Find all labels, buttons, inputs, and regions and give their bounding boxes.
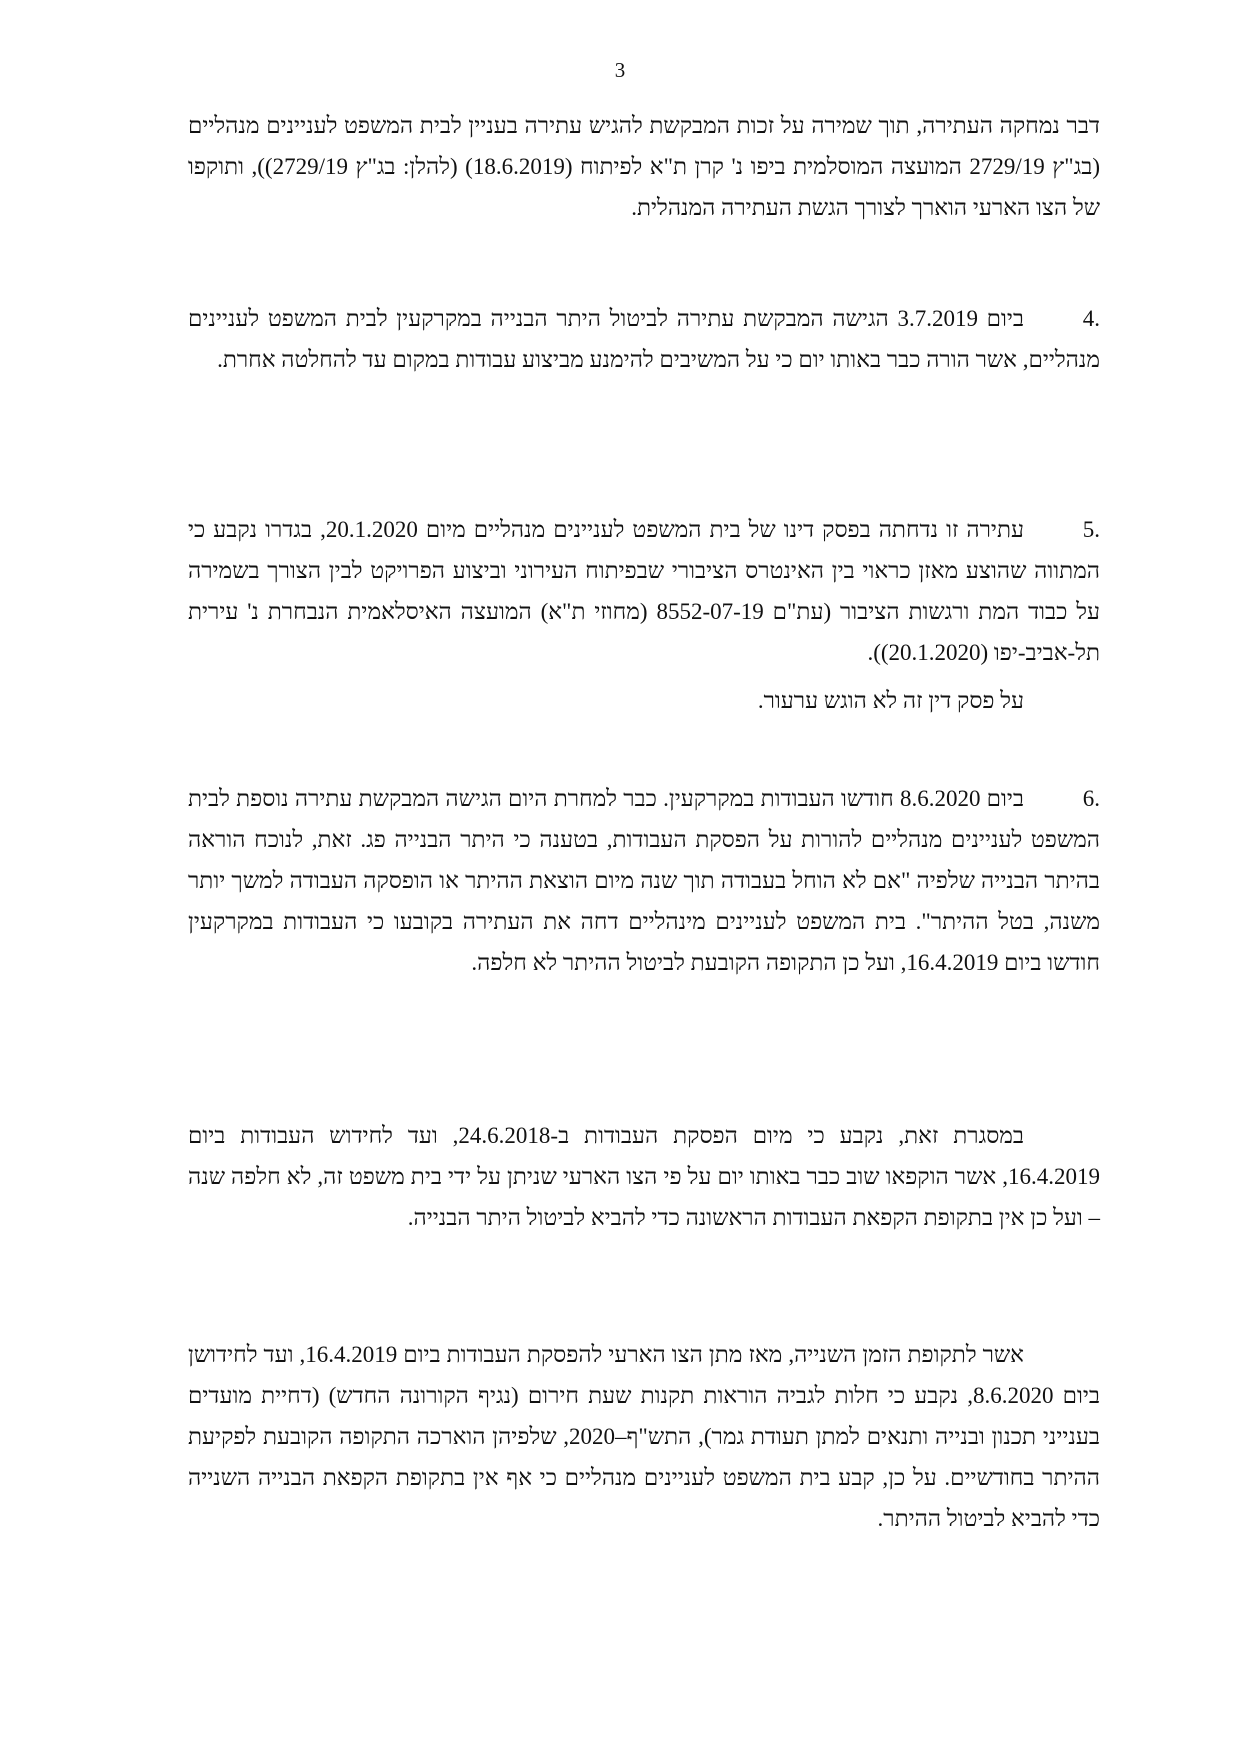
paragraph-number: 6. [1082,786,1100,811]
paragraph-4 [188,298,1100,380]
page-number: 3 [614,58,626,82]
paragraph-text: במסגרת זאת, נקבע כי מיום הפסקת העבודות ב-24.6.2018, ועד לחידוש העבודות ביום 16.4.2019, אשר הוקפאו שוב כבר באותו יום על פי הצו הארעי שניתן על ידי בית משפט זה, לא חלפה שנה – ועל כן אין בתקופת הקפאת העבודות הראשונה כדי להביא לביטול היתר הבנייה. [188,1123,1100,1230]
paragraph-framework [188,1115,1100,1238]
paragraph-5 [188,509,1100,673]
paragraph-text: על פסק דין זה לא הוגש ערעור. [757,688,1024,713]
paragraph-6 [188,778,1100,983]
paragraph-text: עתירה זו נדחתה בפסק דינו של בית המשפט לעניינים מנהליים מיום 20.1.2020, בגדרו נקבע כי המתווה שהוצע מאזן כראוי בין האינטרס הציבורי שבפיתוח העירוני וביצוע הפרויקט לבין הצורך בשמירה על כבוד המת ורגשות הציבור (עת"ם 8552-07-19 (מחוזי ת"א) המועצה האיסלאמית הנבחרת נ' עירית תל-אביב-יפו (20.1.2020)). [188,517,1100,665]
paragraph-continuation [188,105,1100,228]
paragraph-number: 4. [1082,306,1101,331]
paragraph-no-appeal [188,680,1100,721]
paragraph-text: דבר נמחקה העתירה, תוך שמירה על זכות המבקשת להגיש עתירה בעניין לבית המשפט לעניינים מנהליים (בג"ץ 2729/19 המועצה המוסלמית ביפו נ' קרן ת"א לפיתוח (18.6.2019) (להלן: בג"ץ 2729/19)), ותוקפו של הצו הארעי הוארך לצורך הגשת העתירה המנהלית. [188,113,1100,220]
paragraph-text: ביום 8.6.2020 חודשו העבודות במקרקעין. כבר למחרת היום הגישה המבקשת עתירה נוספת לבית המשפט לעניינים מנהליים להורות על הפסקת העבודות, בטענה כי היתר הבנייה פג. זאת, לנוכח הוראה בהיתר הבנייה שלפיה "אם לא הוחל בעבודה תוך שנה מיום הוצאת ההיתר או הופסקה העבודה למשך יותר משנה, בטל ההיתר". בית המשפט לעניינים מינהליים דחה את העתירה בקובעו כי העבודות במקרקעין חודשו ביום 16.4.2019, ועל כן התקופה הקובעת לביטול ההיתר לא חלפה. [188,786,1100,975]
paragraph-second-period [188,1334,1100,1539]
paragraph-number: 5. [1082,517,1100,542]
paragraph-text: ביום 3.7.2019 הגישה המבקשת עתירה לביטול היתר הבנייה במקרקעין לבית המשפט לעניינים מנהליים, אשר הורה כבר באותו יום כי על המשיבים להימנע מביצוע עבודות במקום עד להחלטה אחרת. [188,306,1100,372]
paragraph-text: אשר לתקופת הזמן השנייה, מאז מתן הצו הארעי להפסקת העבודות ביום 16.4.2019, ועד לחידושן ביום 8.6.2020, נקבע כי חלות לגביה הוראות תקנות שעת חירום (נגיף הקורונה החדש) (דחיית מועדים בענייני תכנון ובנייה ותנאים למתן תעודת גמר), התש"ף–2020, שלפיהן הוארכה התקופה הקובעת לפקיעת ההיתר בחודשיים. על כן, קבע בית המשפט לעניינים מנהליים כי אף אין בתקופת הקפאת הבנייה השנייה כדי להביא לביטול ההיתר. [188,1342,1101,1531]
